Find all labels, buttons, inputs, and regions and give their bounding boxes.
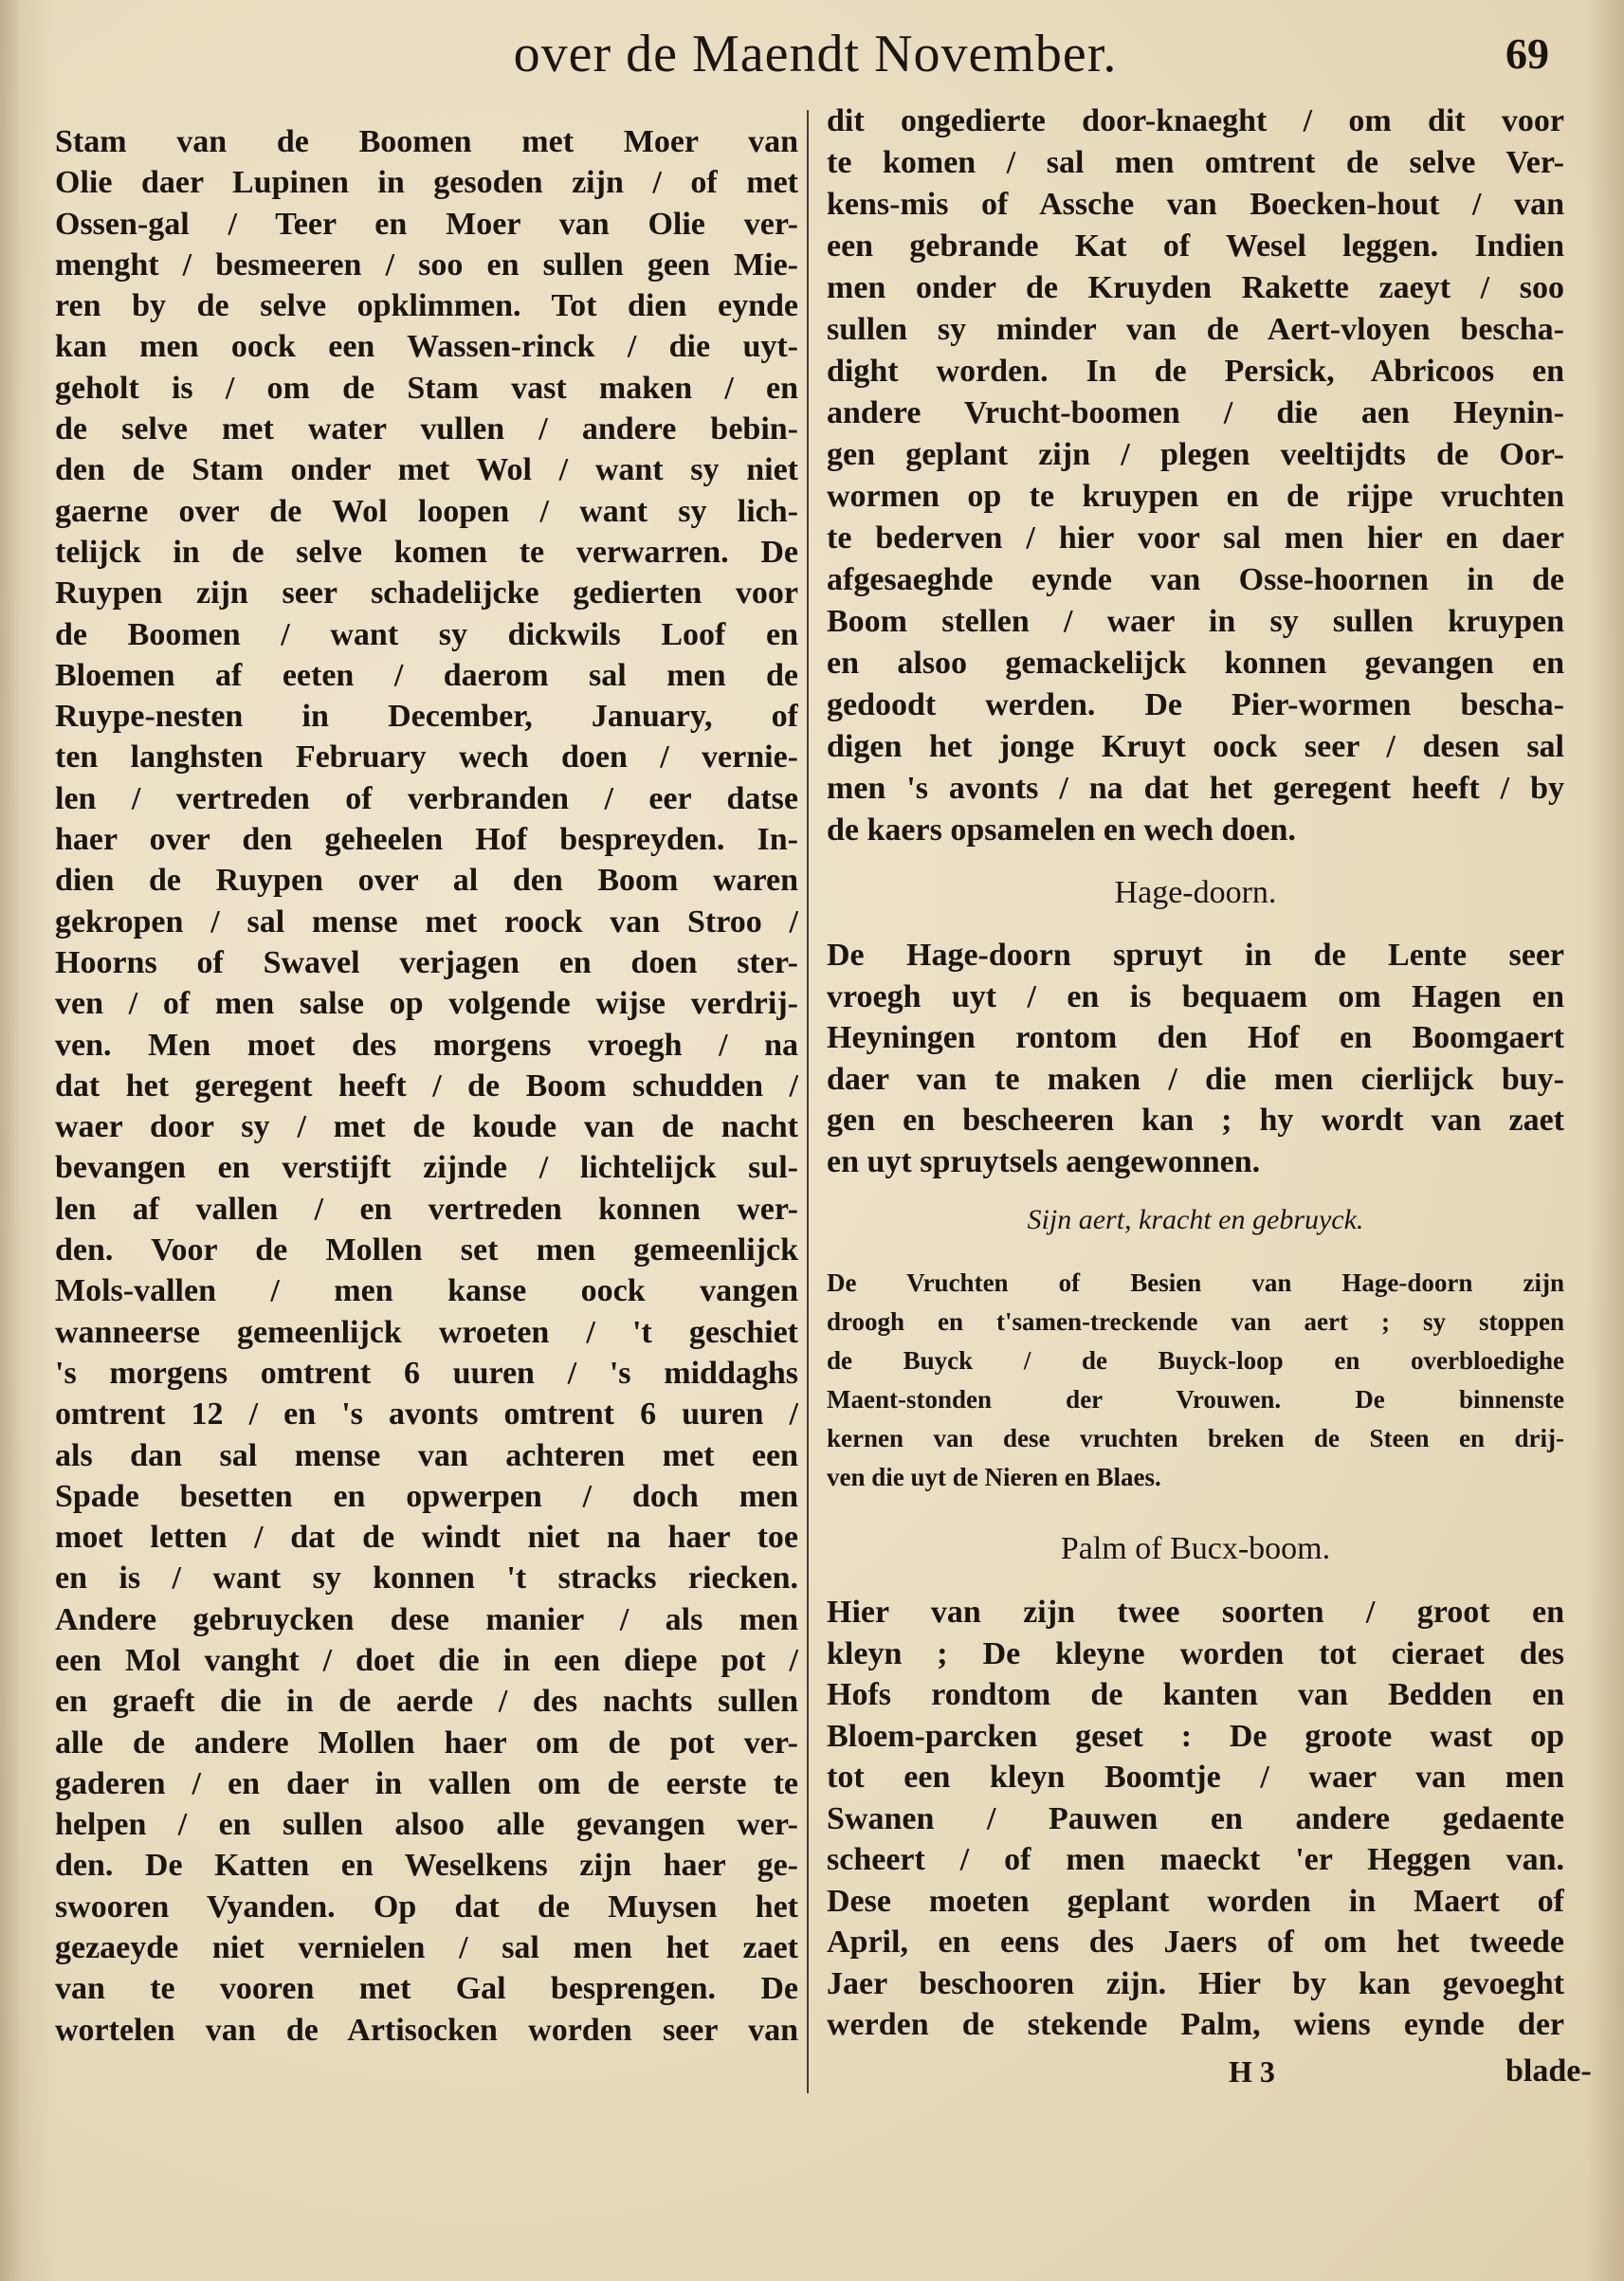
running-head: over de Maendt November.	[513, 25, 1118, 83]
text-line: den. Voor de Mollen set men gemeenlijck	[55, 1232, 798, 1268]
text-line: swooren Vyanden. Op dat de Muysen het	[55, 1889, 798, 1925]
text-line: den. De Katten en Weselkens zijn haer ge-	[55, 1848, 798, 1884]
text-line: Jaer beschooren zijn. Hier by kan gevoeght	[827, 1965, 1564, 2001]
text-line: te komen / sal men omtrent de selve Ver-	[827, 145, 1564, 180]
text-line: kleyn ; De kleyne worden tot cieraet des	[827, 1635, 1564, 1671]
column-rule	[807, 110, 809, 2093]
text-line: Maent-stonden der Vrouwen. De binnenste	[827, 1385, 1564, 1414]
section-subheading-virtues: Sijn aert, kracht en gebruyck.	[1027, 1204, 1364, 1235]
text-line: ven die uyt de Nieren en Blaes.	[827, 1463, 1161, 1491]
text-line: ven. Men moet des morgens vroegh / na	[55, 1027, 798, 1063]
text-line: wortelen van de Artisocken worden seer van	[55, 2012, 798, 2048]
text-line: en is / want sy konnen 't stracks riecken.	[55, 1560, 798, 1597]
text-line: April, en eens des Jaers of om het tweede	[827, 1925, 1564, 1960]
text-line: Bloemen af eeten / daerom sal men de	[55, 657, 798, 693]
section-heading-hage-doorn: Hage-doorn.	[1114, 875, 1277, 910]
text-line: kens-mis of Assche van Boecken-hout / van	[827, 187, 1564, 222]
text-line: tot een kleyn Boomtje / waer van men	[827, 1760, 1564, 1795]
text-line: gaerne over de Wol loopen / want sy lich-	[55, 493, 798, 529]
text-line: Ruype-nesten in December, January, of	[55, 699, 798, 735]
text-line: de kaers opsamelen en wech doen.	[827, 812, 1296, 848]
text-line: men onder de Kruyden Rakette zaeyt / soo	[827, 270, 1564, 305]
text-line: ren by de selve opklimmen. Tot dien eynde	[55, 288, 798, 324]
right-column	[827, 100, 1564, 2046]
text-line: vroegh uyt / en is bequaem om Hagen en	[827, 978, 1564, 1014]
signature-mark: H 3	[1229, 2054, 1275, 2089]
page-number: 69	[1505, 29, 1549, 78]
text-line: omtrent 12 / en 's avonts omtrent 6 uuren /	[55, 1396, 798, 1432]
text-line: Boom stellen / waer in sy sullen kruypen	[827, 604, 1564, 639]
text-line: dat het geregent heeft / de Boom schudden /	[55, 1068, 798, 1104]
text-line: gen en bescheeren kan ; hy wordt van zaet	[827, 1103, 1564, 1138]
text-line: dit ongedierte door-knaeght / om dit voor	[827, 103, 1564, 138]
text-line: en graeft die in de aerde / des nachts sullen	[55, 1684, 798, 1720]
text-line: afgesaeghde eynde van Osse-hoornen in de	[827, 562, 1564, 597]
text-line: ten langhsten February wech doen / vernie-	[55, 739, 798, 776]
catchword: blade-	[1505, 2053, 1592, 2089]
text-line: de Buyck / de Buyck-loop en overbloedighe	[827, 1346, 1564, 1375]
text-line: gekropen / sal mense met roock van Stroo /	[55, 903, 798, 940]
text-line: Dese moeten geplant worden in Maert of	[827, 1883, 1564, 1919]
text-line: De Hage-doorn spruyt in de Lente seer	[827, 938, 1564, 973]
text-line: werden de stekende Palm, wiens eynde der	[827, 2007, 1564, 2042]
virtues-paragraph	[827, 1264, 1564, 1497]
text-line: Bloem-parcken geset : De groote wast op	[827, 1718, 1564, 1754]
text-line: waer door sy / met de koude van de nacht	[55, 1109, 798, 1145]
text-line: dien de Ruypen over al den Boom waren	[55, 863, 798, 899]
text-line: helpen / en sullen alsoo alle gevangen wer-	[55, 1807, 798, 1843]
text-line: en alsoo gemackelijck konnen gevangen en	[827, 646, 1564, 681]
text-line: de Boomen / want sy dickwils Loof en	[55, 616, 798, 652]
section-heading-palm: Palm of Bucx-boom.	[1060, 1531, 1331, 1566]
text-line: kernen van dese vruchten breken de Steen en drij-	[827, 1424, 1564, 1452]
text-line: droogh en t'samen-treckende van aert ; sy stoppen	[827, 1307, 1564, 1336]
text-line: bevangen en verstijft zijnde / lichtelijck sul-	[55, 1150, 798, 1186]
text-line: te bederven / hier voor sal men hier en daer	[827, 520, 1564, 556]
text-line: gezaeyde niet vernielen / sal men het zaet	[55, 1930, 798, 1966]
text-line: van te vooren met Gal besprengen. De	[55, 1971, 798, 2007]
text-line: dight worden. In de Persick, Abricoos en	[827, 354, 1564, 389]
text-line: wormen op te kruypen en de rijpe vruchten	[827, 479, 1564, 514]
text-line: alle de andere Mollen haer om de pot ver-	[55, 1724, 798, 1761]
text-line: sullen sy minder van de Aert-vloyen bescha-	[827, 312, 1564, 347]
text-line: digen het jonge Kruyt oock seer / desen sal	[827, 729, 1564, 764]
text-line: len / vertreden of verbranden / eer datse	[55, 780, 798, 816]
text-line: menght / besmeeren / soo en sullen geen Mie-	[55, 246, 798, 283]
text-line: Ossen-gal / Teer en Moer van Olie ver-	[55, 206, 798, 242]
text-line: en uyt spruytsels aengewonnen.	[827, 1143, 1261, 1179]
text-line: Swanen / Pauwen en andere gedaente	[827, 1800, 1564, 1836]
text-line: een Mol vanght / doet die in een diepe pot /	[55, 1642, 798, 1678]
text-line: Hofs rondtom de kanten van Bedden en	[827, 1677, 1564, 1712]
hage-doorn-paragraph	[827, 935, 1564, 1182]
text-line: men 's avonts / na dat het geregent heeft / by	[827, 771, 1564, 806]
text-line: als dan sal mense van achteren met een	[55, 1437, 798, 1473]
text-line: andere Vrucht-boomen / die aen Heynin-	[827, 395, 1564, 430]
text-line: Olie daer Lupinen in gesoden zijn / of met	[55, 165, 798, 201]
text-line: De Vruchten of Besien van Hage-doorn zijn	[827, 1268, 1564, 1297]
text-line: een gebrande Kat of Wesel leggen. Indien	[827, 228, 1564, 264]
text-line: wanneerse gemeenlijck wroeten / 't geschiet	[55, 1314, 798, 1350]
text-line: telijck in de selve komen te verwarren. De	[55, 534, 798, 570]
text-line: Heyningen rontom den Hof en Boomgaert	[827, 1020, 1564, 1055]
text-line: kan men oock een Wassen-rinck / die uyt-	[55, 329, 798, 365]
text-line: 's morgens omtrent 6 uuren / 's middaghs	[55, 1355, 798, 1391]
text-line: Spade besetten en opwerpen / doch men	[55, 1478, 798, 1514]
palm-paragraph	[827, 1592, 1564, 2046]
text-line: daer van te maken / die men cierlijck buy-	[827, 1061, 1564, 1097]
text-line: de selve met water vullen / andere bebin-	[55, 411, 798, 447]
right-column-paragraph	[827, 100, 1564, 851]
text-line: Hier van zijn twee soorten / groot en	[827, 1595, 1564, 1630]
text-line: geholt is / om de Stam vast maken / en	[55, 370, 798, 406]
text-line: gedoodt werden. De Pier-wormen bescha-	[827, 687, 1564, 722]
text-line: len af vallen / en vertreden konnen wer-	[55, 1191, 798, 1227]
text-line: gaderen / en daer in vallen om de eerste te	[55, 1765, 798, 1801]
text-line: gen geplant zijn / plegen veeltijdts de Oor-	[827, 437, 1564, 472]
text-line: Hoorns of Swavel verjagen en doen ster-	[55, 944, 798, 980]
text-line: den de Stam onder met Wol / want sy niet	[55, 452, 798, 488]
text-line: scheert / of men maeckt 'er Heggen van.	[827, 1842, 1564, 1877]
text-line: Mols-vallen / men kanse oock vangen	[55, 1273, 798, 1309]
text-line: Stam van de Boomen met Moer van	[55, 124, 798, 159]
left-column	[55, 121, 798, 2051]
text-line: Andere gebruycken dese manier / als men	[55, 1601, 798, 1637]
text-line: moet letten / dat de windt niet na haer toe	[55, 1520, 798, 1556]
text-line: Ruypen zijn seer schadelijcke gedierten voor	[55, 575, 798, 611]
text-line: haer over den geheelen Hof bespreyden. In-	[55, 822, 798, 858]
text-line: ven / of men salse op volgende wijse verdrij-	[55, 986, 798, 1022]
